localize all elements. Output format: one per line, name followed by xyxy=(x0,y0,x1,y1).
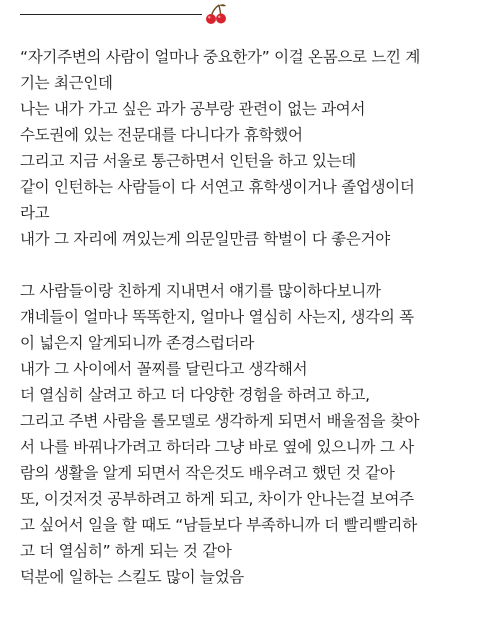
header-divider xyxy=(20,2,228,26)
text-line: 걔네들이 얼마나 똑똑한지, 얼마나 열심히 사는지, 생각의 폭 xyxy=(20,308,414,326)
text-line: 덕분에 일하는 스킬도 많이 늘었음 xyxy=(20,568,244,586)
text-line: 서 나를 바꿔나가려고 하더라 그냥 바로 옆에 있으니까 그 사 xyxy=(20,438,414,456)
post-body xyxy=(20,44,466,590)
text-line: 같이 인턴하는 사람들이 다 서연고 휴학생이거나 졸업생이더 xyxy=(20,178,415,196)
paragraph-1 xyxy=(20,44,466,252)
text-line: 그 사람들이랑 친하게 지내면서 얘기를 많이하다보니까 xyxy=(20,282,381,300)
text-line: 라고 xyxy=(20,204,50,222)
text-line: 고 싶어서 일을 할 때도 “남들보다 부족하니까 더 빨리빨리하 xyxy=(20,516,417,534)
text-line: 수도권에 있는 전문대를 다니다가 휴학했어 xyxy=(20,126,303,144)
text-line: 내가 그 자리에 껴있는게 의문일만큼 학벌이 다 좋은거야 xyxy=(20,230,390,248)
text-line: “자기주변의 사람이 얼마나 중요한가” 이걸 온몸으로 느낀 계 xyxy=(20,48,421,66)
text-line: 더 열심히 살려고 하고 더 다양한 경험을 하려고 하고, xyxy=(20,386,370,404)
text-line: 또, 이것저것 공부하려고 하게 되고, 차이가 안나는걸 보여주 xyxy=(20,490,414,508)
text-line: 그리고 지금 서울로 통근하면서 인턴을 하고 있는데 xyxy=(20,152,356,170)
cherry-icon xyxy=(204,3,228,25)
paragraph-2 xyxy=(20,278,466,590)
paragraph-gap xyxy=(20,252,466,278)
text-line: 나는 내가 가고 싶은 과가 공부랑 관련이 없는 과여서 xyxy=(20,100,366,118)
text-line: 람의 생활을 알게 되면서 작은것도 배우려고 했던 것 같아 xyxy=(20,464,395,482)
text-line: 고 더 열심히” 하게 되는 것 같아 xyxy=(20,542,232,560)
text-line: 기는 최근인데 xyxy=(20,74,113,92)
text-line: 내가 그 사이에서 꼴찌를 달린다고 생각해서 xyxy=(20,360,308,378)
text-line: 그리고 주변 사람을 롤모델로 생각하게 되면서 배울점을 찾아 xyxy=(20,412,420,430)
text-line: 이 넓은지 알게되니까 존경스럽더라 xyxy=(20,334,254,352)
divider-line xyxy=(20,14,202,15)
